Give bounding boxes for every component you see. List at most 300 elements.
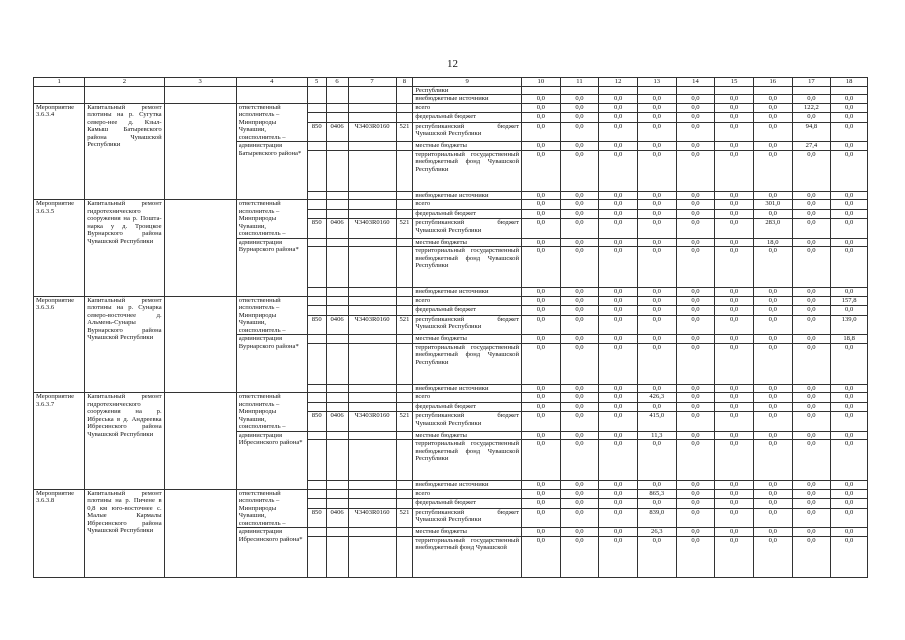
funding-source: местные бюджеты <box>413 431 522 440</box>
value-cell: 0,0 <box>522 335 561 344</box>
value-cell: 0,0 <box>831 306 868 316</box>
value-cell: 0,0 <box>560 499 599 509</box>
value-cell: 0,0 <box>715 508 754 527</box>
value-cell: 0,0 <box>522 95 561 104</box>
empty-cell <box>307 288 326 297</box>
value-cell: 0,0 <box>522 247 561 288</box>
measure-code: Мероприятие 3.6.3.5 <box>34 200 85 297</box>
value-cell: 0,0 <box>676 499 715 509</box>
empty-cell <box>348 150 396 191</box>
value-cell: 0,0 <box>676 95 715 104</box>
vr-code: 521 <box>396 508 413 527</box>
value-cell: 0,0 <box>599 247 638 288</box>
value-cell: 0,0 <box>676 103 715 113</box>
value-cell: 0,0 <box>753 122 792 141</box>
funding-source: территориальный государственный внебюджетный фонд Чувашской Республики <box>413 150 522 191</box>
empty-cell <box>326 499 348 509</box>
funding-source: федеральный бюджет <box>413 499 522 509</box>
empty-cell <box>348 499 396 509</box>
value-cell: 0,0 <box>831 200 868 210</box>
measure-code: Мероприятие 3.6.3.4 <box>34 103 85 200</box>
value-cell <box>560 86 599 95</box>
empty-cell <box>396 402 413 412</box>
empty-cell <box>348 528 396 537</box>
value-cell: 0,0 <box>599 209 638 219</box>
value-cell: 0,0 <box>831 393 868 403</box>
value-cell: 0,0 <box>637 219 676 238</box>
value-cell: 0,0 <box>676 489 715 499</box>
funding-source: федеральный бюджет <box>413 209 522 219</box>
value-cell: 18,0 <box>753 238 792 247</box>
value-cell: 0,0 <box>715 343 754 384</box>
empty-cell <box>326 402 348 412</box>
value-cell: 0,0 <box>560 343 599 384</box>
value-cell: 839,0 <box>637 508 676 527</box>
column-header: 4 <box>236 78 307 87</box>
value-cell: 0,0 <box>637 113 676 123</box>
empty-cell <box>326 113 348 123</box>
empty-cell <box>396 499 413 509</box>
value-cell: 0,0 <box>637 315 676 334</box>
value-cell: 0,0 <box>792 402 831 412</box>
value-cell: 0,0 <box>522 113 561 123</box>
value-cell: 0,0 <box>637 247 676 288</box>
value-cell: 0,0 <box>522 412 561 431</box>
value-cell: 0,0 <box>792 528 831 537</box>
value-cell: 0,0 <box>599 122 638 141</box>
value-cell: 0,0 <box>560 481 599 490</box>
value-cell: 0,0 <box>676 431 715 440</box>
value-cell <box>676 86 715 95</box>
value-cell: 0,0 <box>753 288 792 297</box>
funding-source: местные бюджеты <box>413 238 522 247</box>
funding-source: федеральный бюджет <box>413 113 522 123</box>
value-cell: 0,0 <box>831 219 868 238</box>
value-cell: 0,0 <box>676 440 715 481</box>
empty-cell <box>307 113 326 123</box>
empty-cell <box>307 431 326 440</box>
value-cell: 0,0 <box>792 191 831 200</box>
value-cell: 0,0 <box>831 113 868 123</box>
empty-cell <box>307 209 326 219</box>
value-cell <box>792 86 831 95</box>
header-row <box>34 78 868 87</box>
empty-cell <box>307 489 326 499</box>
value-cell: 0,0 <box>753 499 792 509</box>
value-cell: 0,0 <box>676 113 715 123</box>
value-cell <box>637 86 676 95</box>
column-header: 7 <box>348 78 396 87</box>
empty-cell <box>396 247 413 288</box>
funding-source: всего <box>413 296 522 306</box>
value-cell: 0,0 <box>599 200 638 210</box>
value-cell: 0,0 <box>792 481 831 490</box>
empty-cell <box>34 86 85 95</box>
funding-source: республиканский бюджет Чувашской Республики <box>413 508 522 527</box>
funding-source: всего <box>413 200 522 210</box>
empty-cell <box>307 393 326 403</box>
table-row <box>34 103 868 113</box>
value-cell: 0,0 <box>637 103 676 113</box>
value-cell: 0,0 <box>831 499 868 509</box>
funding-source: внебюджетные источники <box>413 191 522 200</box>
grbs-code: 850 <box>307 122 326 141</box>
value-cell: 0,0 <box>599 238 638 247</box>
value-cell: 0,0 <box>522 489 561 499</box>
value-cell: 0,0 <box>560 209 599 219</box>
empty-cell <box>85 86 164 95</box>
value-cell: 0,0 <box>792 489 831 499</box>
value-cell: 0,0 <box>715 536 754 577</box>
value-cell: 157,8 <box>831 296 868 306</box>
value-cell: 0,0 <box>637 95 676 104</box>
empty-cell <box>396 200 413 210</box>
empty-cell <box>396 393 413 403</box>
executor-cell: ответственный исполнитель – Минприроды Чувашии, соисполнитель – <box>236 103 307 142</box>
empty-cell <box>164 489 236 577</box>
value-cell: 0,0 <box>792 306 831 316</box>
value-cell: 0,0 <box>715 191 754 200</box>
empty-cell <box>326 238 348 247</box>
value-cell: 0,0 <box>560 247 599 288</box>
value-cell: 0,0 <box>715 95 754 104</box>
value-cell: 0,0 <box>560 288 599 297</box>
value-cell: 0,0 <box>676 384 715 393</box>
value-cell: 0,0 <box>676 306 715 316</box>
empty-cell <box>326 296 348 306</box>
value-cell: 0,0 <box>522 238 561 247</box>
value-cell: 0,0 <box>676 412 715 431</box>
value-cell: 0,0 <box>753 306 792 316</box>
empty-cell <box>326 306 348 316</box>
value-cell: 0,0 <box>676 191 715 200</box>
value-cell: 0,0 <box>753 103 792 113</box>
empty-cell <box>396 306 413 316</box>
empty-cell <box>164 200 236 297</box>
value-cell: 0,0 <box>831 191 868 200</box>
empty-cell <box>307 238 326 247</box>
value-cell: 0,0 <box>522 393 561 403</box>
value-cell: 0,0 <box>792 113 831 123</box>
funding-source: территориальный государственный внебюджетный фонд Чувашской <box>413 536 522 577</box>
value-cell: 0,0 <box>715 499 754 509</box>
empty-cell <box>326 343 348 384</box>
column-header: 12 <box>599 78 638 87</box>
value-cell: 0,0 <box>599 306 638 316</box>
value-cell: 0,0 <box>792 440 831 481</box>
value-cell: 94,8 <box>792 122 831 141</box>
measure-code: Мероприятие 3.6.3.6 <box>34 296 85 393</box>
csr-code: Ч3403R0160 <box>348 315 396 334</box>
value-cell: 0,0 <box>831 536 868 577</box>
executor-cell: администрация Вурнарского района* <box>236 335 307 393</box>
value-cell: 0,0 <box>676 219 715 238</box>
value-cell: 0,0 <box>522 481 561 490</box>
value-cell: 0,0 <box>831 402 868 412</box>
value-cell: 0,0 <box>522 431 561 440</box>
value-cell: 0,0 <box>753 150 792 191</box>
value-cell: 0,0 <box>715 288 754 297</box>
value-cell: 0,0 <box>637 296 676 306</box>
empty-cell <box>307 528 326 537</box>
value-cell: 0,0 <box>637 200 676 210</box>
funding-source: территориальный государственный внебюджетный фонд Чувашской Республики <box>413 343 522 384</box>
value-cell: 0,0 <box>560 384 599 393</box>
value-cell: 0,0 <box>637 209 676 219</box>
empty-cell <box>396 238 413 247</box>
funding-source: республиканский бюджет Чувашской Республики <box>413 122 522 141</box>
value-cell: 0,0 <box>753 95 792 104</box>
empty-cell <box>348 86 396 95</box>
empty-cell <box>34 95 85 104</box>
funding-source: местные бюджеты <box>413 142 522 151</box>
measure-title: Капитальный ремонт плотины на р. Сугутка северо-нее д. Кзыл-Камыш Батыревского района Чувашской Республики <box>85 103 164 200</box>
value-cell: 0,0 <box>637 238 676 247</box>
value-cell: 122,2 <box>792 103 831 113</box>
value-cell: 0,0 <box>676 343 715 384</box>
empty-cell <box>396 335 413 344</box>
value-cell: 0,0 <box>715 384 754 393</box>
value-cell: 0,0 <box>831 343 868 384</box>
measure-title: Капитальный ремонт плотины на р. Пичене в 0,8 км юго-восточнее с. Малые Кармалы Ибресинского района Чувашской Республики <box>85 489 164 577</box>
funding-source: внебюджетные источники <box>413 481 522 490</box>
empty-cell <box>307 384 326 393</box>
empty-cell <box>348 393 396 403</box>
column-header: 10 <box>522 78 561 87</box>
value-cell: 0,0 <box>599 296 638 306</box>
funding-source: внебюджетные источники <box>413 384 522 393</box>
empty-cell <box>326 536 348 577</box>
empty-cell <box>348 431 396 440</box>
value-cell: 0,0 <box>753 412 792 431</box>
funding-source: республиканский бюджет Чувашской Республики <box>413 412 522 431</box>
column-header: 14 <box>676 78 715 87</box>
value-cell: 0,0 <box>753 431 792 440</box>
empty-cell <box>307 103 326 113</box>
funding-source: республиканский бюджет Чувашской Республики <box>413 315 522 334</box>
csr-code: Ч3403R0160 <box>348 122 396 141</box>
value-cell: 283,0 <box>753 219 792 238</box>
value-cell: 0,0 <box>599 315 638 334</box>
column-header: 2 <box>85 78 164 87</box>
value-cell: 0,0 <box>522 103 561 113</box>
value-cell: 0,0 <box>715 238 754 247</box>
empty-cell <box>348 95 396 104</box>
table-row <box>34 95 868 104</box>
value-cell <box>753 86 792 95</box>
value-cell: 0,0 <box>676 200 715 210</box>
empty-cell <box>326 247 348 288</box>
column-header: 11 <box>560 78 599 87</box>
value-cell: 0,0 <box>560 95 599 104</box>
value-cell: 0,0 <box>676 122 715 141</box>
value-cell: 0,0 <box>522 288 561 297</box>
value-cell: 0,0 <box>831 142 868 151</box>
value-cell: 0,0 <box>560 103 599 113</box>
value-cell: 18,8 <box>831 335 868 344</box>
empty-cell <box>348 402 396 412</box>
value-cell: 0,0 <box>831 150 868 191</box>
value-cell: 0,0 <box>676 402 715 412</box>
value-cell: 0,0 <box>715 209 754 219</box>
value-cell: 0,0 <box>831 238 868 247</box>
value-cell: 0,0 <box>637 499 676 509</box>
empty-cell <box>307 536 326 577</box>
value-cell: 0,0 <box>599 384 638 393</box>
empty-cell <box>307 142 326 151</box>
value-cell: 0,0 <box>676 247 715 288</box>
empty-cell <box>396 536 413 577</box>
value-cell: 0,0 <box>599 481 638 490</box>
value-cell: 0,0 <box>753 384 792 393</box>
empty-cell <box>307 335 326 344</box>
empty-cell <box>348 238 396 247</box>
empty-cell <box>326 200 348 210</box>
value-cell: 0,0 <box>753 481 792 490</box>
value-cell: 0,0 <box>753 343 792 384</box>
value-cell: 0,0 <box>637 335 676 344</box>
value-cell: 0,0 <box>560 440 599 481</box>
value-cell: 0,0 <box>753 247 792 288</box>
column-header: 15 <box>715 78 754 87</box>
value-cell: 0,0 <box>560 219 599 238</box>
value-cell: 0,0 <box>753 315 792 334</box>
value-cell: 27,4 <box>792 142 831 151</box>
value-cell: 0,0 <box>522 402 561 412</box>
value-cell: 0,0 <box>637 440 676 481</box>
executor-cell: администрация Ибресинского района* <box>236 431 307 489</box>
value-cell: 0,0 <box>637 122 676 141</box>
empty-cell <box>307 343 326 384</box>
empty-cell <box>396 150 413 191</box>
measure-title: Капитальный ремонт гидротехнического сооружения на р. Ибреська в д. Андреевка Ибресинского района Чувашской Республики <box>85 393 164 490</box>
value-cell: 0,0 <box>560 296 599 306</box>
column-header: 3 <box>164 78 236 87</box>
value-cell: 0,0 <box>560 431 599 440</box>
value-cell: 0,0 <box>715 412 754 431</box>
empty-cell <box>348 384 396 393</box>
value-cell: 0,0 <box>560 508 599 527</box>
value-cell: 865,3 <box>637 489 676 499</box>
funding-source: всего <box>413 103 522 113</box>
value-cell: 0,0 <box>522 528 561 537</box>
empty-cell <box>348 142 396 151</box>
rzpr-code: 0406 <box>326 412 348 431</box>
value-cell: 0,0 <box>560 528 599 537</box>
value-cell: 0,0 <box>637 402 676 412</box>
csr-code: Ч3403R0160 <box>348 412 396 431</box>
value-cell: 0,0 <box>676 150 715 191</box>
executor-cell: ответственный исполнитель – Минприроды Чувашии, соисполнитель – <box>236 393 307 432</box>
empty-cell <box>326 103 348 113</box>
value-cell: 0,0 <box>599 489 638 499</box>
value-cell: 0,0 <box>792 209 831 219</box>
value-cell: 0,0 <box>522 384 561 393</box>
empty-cell <box>164 296 236 393</box>
value-cell: 0,0 <box>715 296 754 306</box>
empty-cell <box>348 191 396 200</box>
empty-cell <box>326 489 348 499</box>
column-header: 5 <box>307 78 326 87</box>
empty-cell <box>307 150 326 191</box>
value-cell: 0,0 <box>522 343 561 384</box>
value-cell: 0,0 <box>560 393 599 403</box>
value-cell: 0,0 <box>831 103 868 113</box>
value-cell: 0,0 <box>637 142 676 151</box>
empty-cell <box>348 489 396 499</box>
value-cell: 0,0 <box>676 393 715 403</box>
empty-cell <box>307 499 326 509</box>
executor-cell: администрация Вурнарского района* <box>236 238 307 296</box>
value-cell: 0,0 <box>522 219 561 238</box>
value-cell: 0,0 <box>831 489 868 499</box>
value-cell: 0,0 <box>715 481 754 490</box>
value-cell: 0,0 <box>599 402 638 412</box>
empty-cell <box>307 306 326 316</box>
value-cell: 0,0 <box>715 335 754 344</box>
empty-cell <box>307 247 326 288</box>
empty-cell <box>307 200 326 210</box>
empty-cell <box>307 402 326 412</box>
empty-cell <box>396 103 413 113</box>
value-cell: 0,0 <box>560 150 599 191</box>
empty-cell <box>348 481 396 490</box>
value-cell: 0,0 <box>753 209 792 219</box>
value-cell: 0,0 <box>522 209 561 219</box>
funding-source: федеральный бюджет <box>413 306 522 316</box>
grbs-code: 850 <box>307 315 326 334</box>
empty-cell <box>348 536 396 577</box>
column-header: 13 <box>637 78 676 87</box>
value-cell: 0,0 <box>637 536 676 577</box>
value-cell: 0,0 <box>599 219 638 238</box>
value-cell: 0,0 <box>560 412 599 431</box>
empty-cell <box>236 86 307 95</box>
value-cell: 0,0 <box>792 393 831 403</box>
value-cell: 0,0 <box>599 508 638 527</box>
executor-cell: ответственный исполнитель – Минприроды Чувашии, соисполнитель – <box>236 489 307 528</box>
executor-cell: ответственный исполнитель – Минприроды Чувашии, соисполнитель – <box>236 200 307 239</box>
empty-cell <box>236 95 307 104</box>
value-cell: 0,0 <box>831 481 868 490</box>
value-cell: 0,0 <box>637 481 676 490</box>
value-cell: 0,0 <box>715 315 754 334</box>
value-cell: 0,0 <box>522 508 561 527</box>
empty-cell <box>396 288 413 297</box>
value-cell <box>599 86 638 95</box>
empty-cell <box>348 113 396 123</box>
rzpr-code: 0406 <box>326 508 348 527</box>
empty-cell <box>396 86 413 95</box>
empty-cell <box>348 296 396 306</box>
value-cell: 0,0 <box>560 113 599 123</box>
empty-cell <box>85 95 164 104</box>
value-cell: 0,0 <box>599 150 638 191</box>
empty-cell <box>396 95 413 104</box>
value-cell: 0,0 <box>715 247 754 288</box>
value-cell: 0,0 <box>715 113 754 123</box>
value-cell: 0,0 <box>676 209 715 219</box>
empty-cell <box>348 306 396 316</box>
funding-source: всего <box>413 393 522 403</box>
value-cell: 0,0 <box>753 113 792 123</box>
value-cell: 0,0 <box>831 528 868 537</box>
empty-cell <box>326 335 348 344</box>
value-cell: 0,0 <box>676 536 715 577</box>
funding-source: местные бюджеты <box>413 335 522 344</box>
value-cell: 0,0 <box>753 393 792 403</box>
value-cell: 0,0 <box>715 200 754 210</box>
